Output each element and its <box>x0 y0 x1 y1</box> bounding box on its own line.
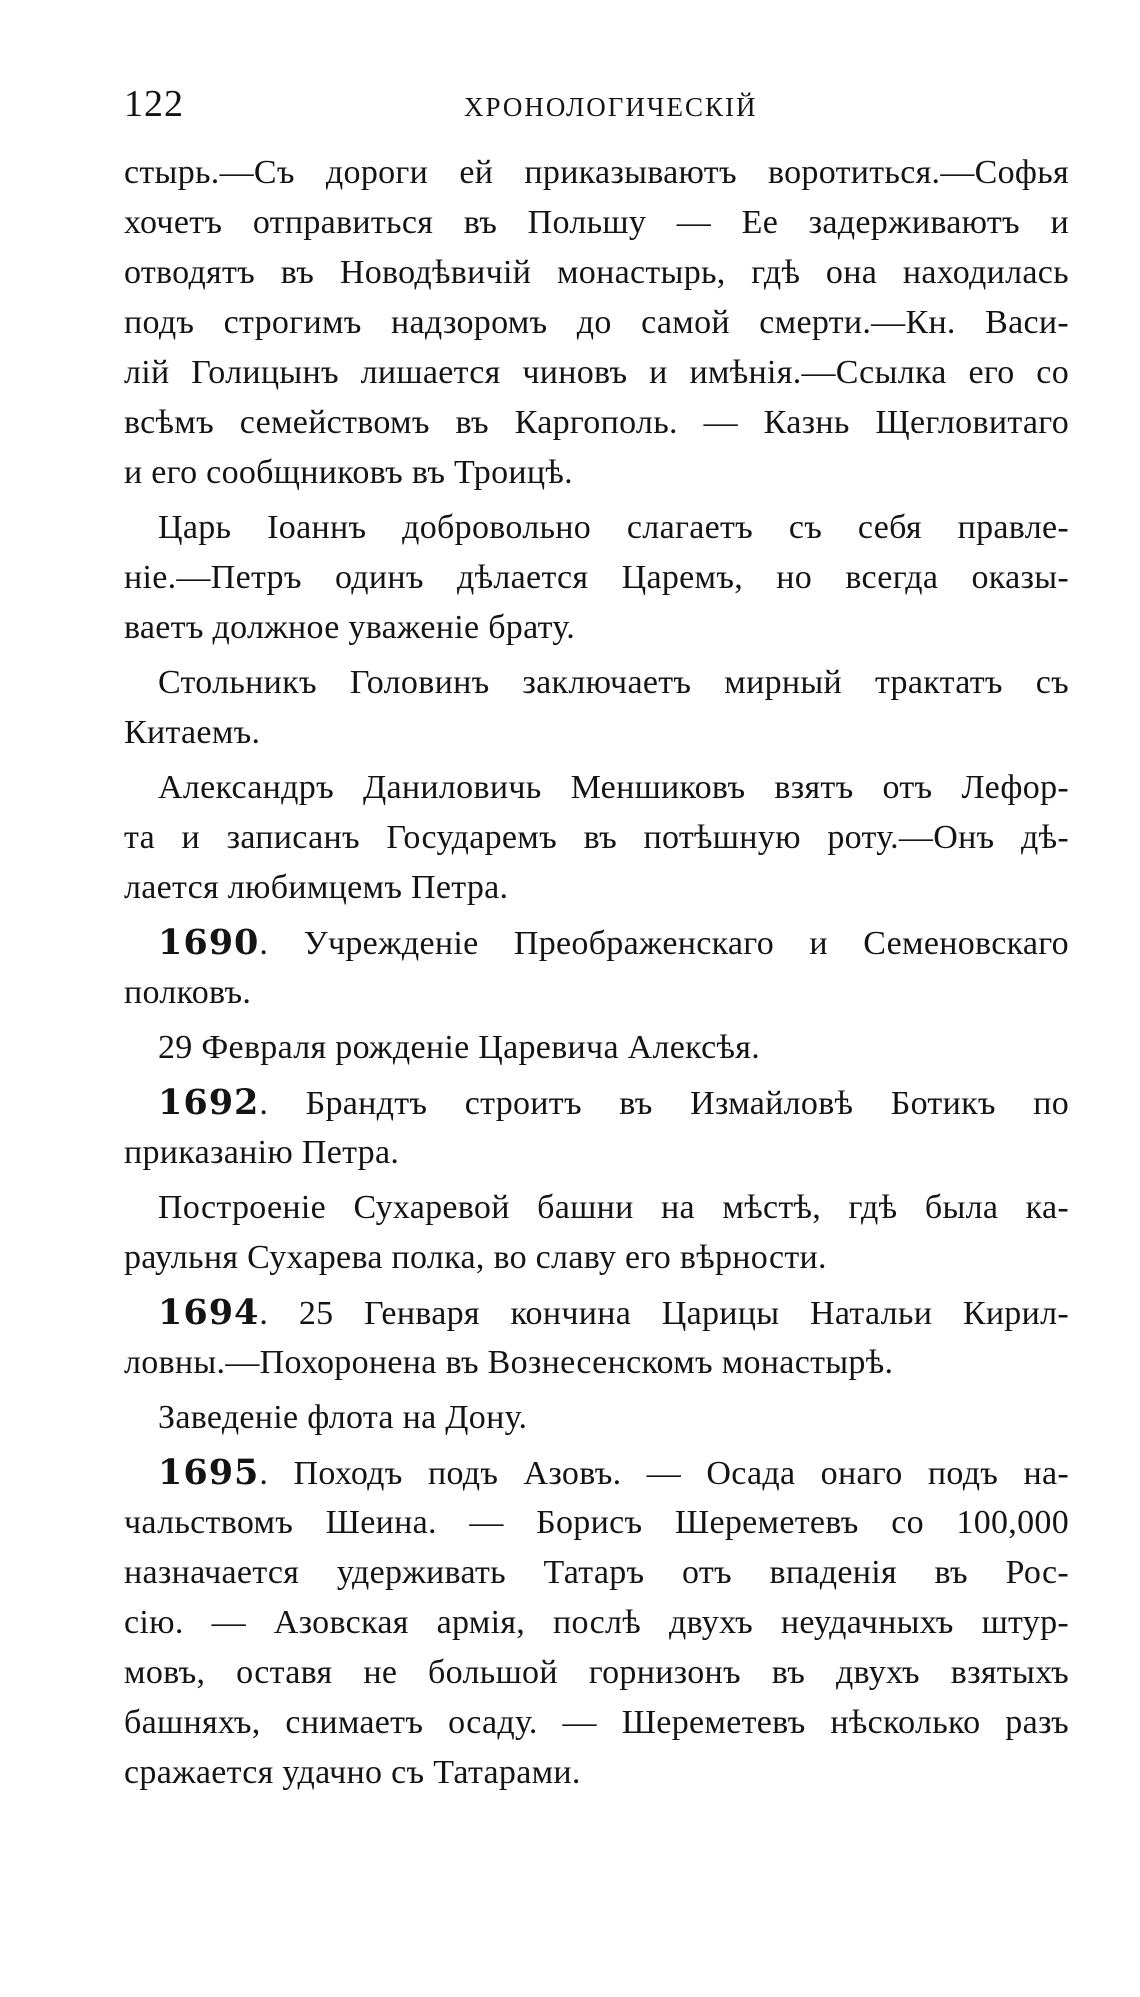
year-separator: . <box>259 1295 299 1332</box>
text-line: лается любимцемъ Петра. <box>124 869 509 906</box>
running-head: ХРОНОЛОГИЧЕСКІЙ <box>464 92 758 122</box>
text-line: назначается удерживать Татаръ отъ впаденія въ Рос- <box>124 1554 1069 1591</box>
text-line: Царь Іоаннъ добровольно слагаетъ съ себя правле- <box>158 509 1069 546</box>
text-line: ваетъ должное уваженіе брату. <box>124 609 576 646</box>
entry-text: Брандтъ строитъ въ Измайловѣ Ботикъ по <box>305 1085 1069 1122</box>
text-line-1690 <box>158 918 1069 968</box>
text-line-1692 <box>158 1078 1069 1128</box>
text-line-1695 <box>158 1448 1069 1498</box>
year-1695: 1695 <box>158 1452 260 1493</box>
text-line: приказанію Петра. <box>124 1134 400 1171</box>
year-1690: 1690 <box>158 922 260 963</box>
text-line: чальствомъ Шеина. — Борисъ Шереметевъ со 100,000 <box>124 1504 1069 1541</box>
year-separator: . <box>259 1455 294 1492</box>
text-line: та и записанъ Государемъ въ потѣшную роту.—Онъ дѣ- <box>124 819 1069 856</box>
text-line-1694 <box>158 1288 1069 1338</box>
text-line: сражается удачно съ Татарами. <box>124 1754 581 1791</box>
text-line: Стольникъ Головинъ заключаетъ мирный трактатъ съ <box>158 664 1069 701</box>
year-separator: . <box>259 1085 306 1122</box>
text-line: мовъ, оставя не большой горнизонъ въ двухъ взятыхъ <box>124 1654 1069 1691</box>
text-line: Заведеніе флота на Дону. <box>158 1399 528 1436</box>
text-line: подъ строгимъ надзоромъ до самой смерти.—Кн. Васи- <box>124 304 1069 341</box>
text-line: и его сообщниковъ въ Троицѣ. <box>124 454 573 491</box>
text-line: башняхъ, снимаетъ осаду. — Шереметевъ нѣсколько разъ <box>124 1704 1069 1741</box>
text-line: полковъ. <box>124 974 252 1011</box>
text-line: ніе.—Петръ одинъ дѣлается Царемъ, но всегда оказы- <box>124 559 1069 596</box>
entry-text: Походъ подъ Азовъ. — Осада онаго подъ на- <box>293 1455 1069 1492</box>
text-line: всѣмъ семействомъ въ Каргополь. — Казнь Щегловитаго <box>124 404 1069 441</box>
entry-text: Учрежденіе Преображенскаго и Семеновскаго <box>303 925 1069 962</box>
text-line: Построеніе Сухаревой башни на мѣстѣ, гдѣ была ка- <box>158 1189 1069 1226</box>
text-line: отводятъ въ Новодѣвичій монастырь, гдѣ она находилась <box>124 254 1069 291</box>
text-line: ловны.—Похоронена въ Вознесенскомъ монастырѣ. <box>124 1344 894 1381</box>
page-header <box>124 82 1064 132</box>
text-line: сію. — Азовская армія, послѣ двухъ неудачныхъ штур- <box>124 1604 1069 1641</box>
text-line: лій Голицынъ лишается чиновъ и имѣнія.—Ссылка его со <box>124 354 1069 391</box>
page-number: 122 <box>124 83 184 125</box>
year-1694: 1694 <box>158 1292 260 1333</box>
year-1692: 1692 <box>158 1082 260 1123</box>
entry-text: 25 Генваря кончина Царицы Натальи Кирил- <box>298 1295 1069 1332</box>
text-line: 29 Февраля рожденіе Царевича Алексѣя. <box>158 1029 761 1066</box>
text-line: хочетъ отправиться въ Польшу — Ее задерживаютъ и <box>124 204 1069 241</box>
year-separator: . <box>259 925 304 962</box>
text-line: раульня Сухарева полка, во славу его вѣрности. <box>124 1239 827 1276</box>
text-line: стырь.—Съ дороги ей приказываютъ воротиться.—Софья <box>124 154 1069 191</box>
text-line: Китаемъ. <box>124 714 261 751</box>
text-line: Александръ Даниловичь Меншиковъ взятъ отъ Лефор- <box>158 769 1069 806</box>
